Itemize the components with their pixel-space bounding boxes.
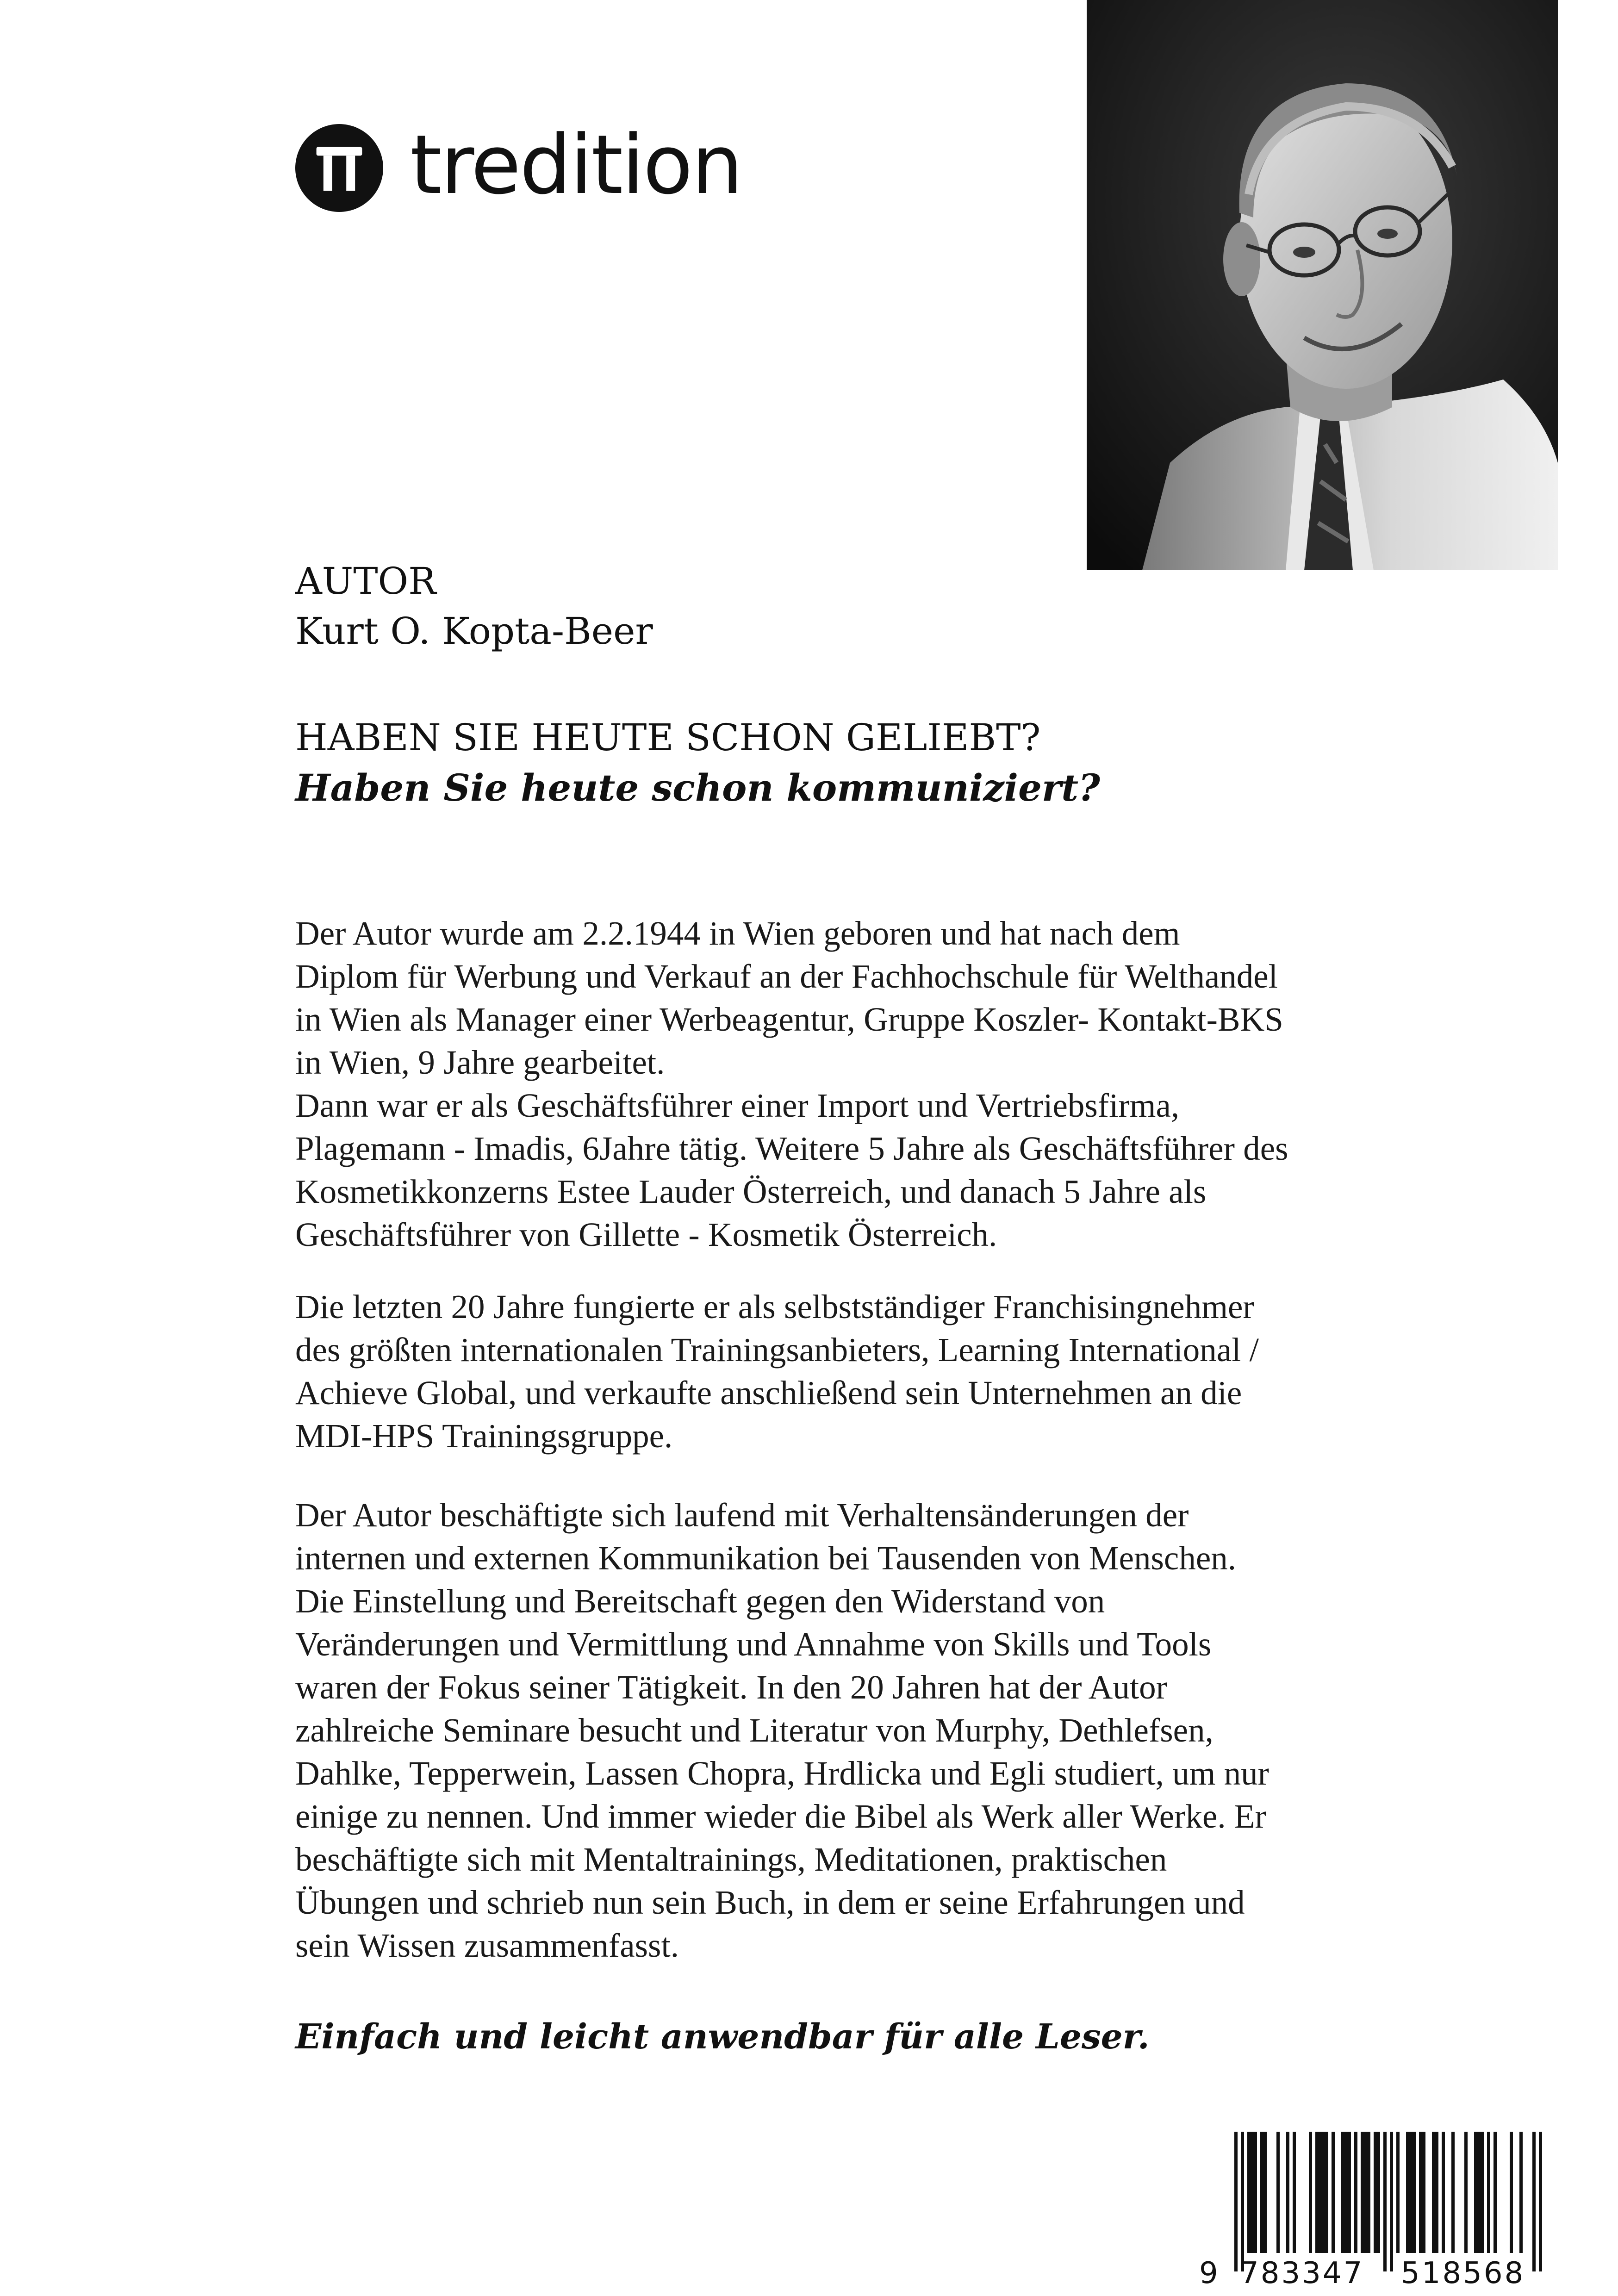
barcode-bar <box>1377 2132 1380 2253</box>
bio-line: Die Einstellung und Bereitschaft gegen den Widerstand von <box>295 1582 1105 1620</box>
barcode-guard-bar <box>1532 2132 1536 2271</box>
bio-line: waren der Fokus seiner Tätigkeit. In den 20 Jahren hat der Autor <box>295 1668 1167 1706</box>
barcode-bar <box>1481 2132 1484 2253</box>
barcode-guard-bar <box>1390 2132 1393 2271</box>
bio-line: Die letzten 20 Jahre fungierte er als selbstständiger Franchisingnehmer <box>295 1288 1254 1325</box>
bio-line: sein Wissen zusammenfasst. <box>295 1927 679 1964</box>
bio-line: Geschäftsführer von Gillette - Kosmetik Österreich. <box>295 1216 997 1253</box>
bio-line: Achieve Global, und verkaufte anschließend sein Unternehmen an die <box>295 1374 1242 1412</box>
barcode-guard-bar <box>1234 2132 1238 2271</box>
bio-line: MDI-HPS Trainingsgruppe. <box>295 1417 673 1455</box>
barcode-lead-digit: 9 <box>1199 2256 1218 2290</box>
bio-line: einige zu nennen. Und immer wieder die Bibel als Werk aller Werke. Er <box>295 1798 1266 1835</box>
barcode-bar <box>1276 2132 1280 2253</box>
barcode-bar <box>1315 2132 1319 2253</box>
bio-line: in Wien als Manager einer Werbeagentur, Gruppe Koszler- Kontakt-BKS <box>295 1001 1283 1038</box>
bio-line: Dann war er als Geschäftsführer einer Import und Vertriebsfirma, <box>295 1087 1180 1124</box>
barcode-bar <box>1341 2132 1344 2253</box>
bio-line: Übungen und schrieb nun sein Buch, in dem er seine Erfahrungen und <box>295 1884 1245 1921</box>
barcode-bar <box>1406 2132 1409 2253</box>
barcode-bar <box>1348 2132 1351 2253</box>
publisher-logo <box>295 118 742 212</box>
bio-line: Kosmetikkonzerns Estee Lauder Österreich, und danach 5 Jahre als <box>295 1173 1207 1210</box>
barcode-bar <box>1254 2132 1257 2253</box>
closing-tagline: Einfach und leicht anwendbar für alle Leser. <box>295 2017 1150 2057</box>
barcode-bar <box>1263 2132 1267 2253</box>
barcode-bar <box>1519 2132 1523 2253</box>
bio-line: Veränderungen und Vermittlung und Annahme von Skills und Tools <box>295 1625 1212 1663</box>
barcode-bar <box>1510 2132 1513 2253</box>
barcode-bar <box>1260 2132 1263 2253</box>
bio-line: Diplom für Werbung und Verkauf an der Fachhochschule für Welthandel <box>295 958 1278 995</box>
barcode-bar <box>1325 2132 1328 2253</box>
barcode-bar <box>1354 2132 1357 2253</box>
book-title: HABEN SIE HEUTE SCHON GELIEBT? <box>295 716 1041 759</box>
barcode-bar <box>1374 2132 1377 2253</box>
bio-line: des größten internationalen Trainingsanbieters, Learning International / <box>295 1331 1259 1369</box>
barcode-bar <box>1451 2132 1455 2253</box>
barcode-bar <box>1435 2132 1438 2253</box>
barcode-bar <box>1247 2132 1251 2253</box>
barcode-bar <box>1322 2132 1325 2253</box>
barcode-bar <box>1474 2132 1477 2253</box>
barcode-bar <box>1396 2132 1400 2253</box>
barcode-bar <box>1332 2132 1335 2253</box>
barcode-bar <box>1413 2132 1416 2253</box>
bio-line: Der Autor beschäftigte sich laufend mit Verhaltensänderungen der <box>295 1496 1189 1534</box>
barcode-bar <box>1477 2132 1481 2253</box>
barcode-bar <box>1422 2132 1425 2253</box>
bio-line: Plagemann - Imadis, 6Jahre tätig. Weitere 5 Jahre als Geschäftsführer des <box>295 1130 1288 1167</box>
bio-line: internen und externen Kommunikation bei Tausenden von Menschen. <box>295 1539 1236 1577</box>
barcode-bar <box>1367 2132 1370 2253</box>
barcode-left-digits: 783347 <box>1240 2256 1364 2290</box>
author-label: AUTOR <box>295 560 436 603</box>
barcode-bar <box>1464 2132 1468 2253</box>
author-portrait <box>1087 0 1558 570</box>
bio-paragraph-2 <box>295 1285 1480 1457</box>
barcode-bar <box>1364 2132 1367 2253</box>
barcode-bar <box>1419 2132 1422 2253</box>
barcode-bar <box>1319 2132 1322 2253</box>
barcode-bar <box>1487 2132 1490 2253</box>
barcode-guard-bar <box>1383 2132 1387 2271</box>
barcode-bar <box>1361 2132 1364 2253</box>
barcode-bar <box>1293 2132 1296 2253</box>
barcode-guard-bar <box>1241 2132 1244 2271</box>
barcode-bar <box>1309 2132 1312 2253</box>
bio-line: in Wien, 9 Jahre gearbeitet. <box>295 1044 665 1081</box>
barcode-bar <box>1409 2132 1413 2253</box>
bio-line: beschäftigte sich mit Mentaltrainings, Meditationen, praktischen <box>295 1841 1167 1878</box>
barcode-bar <box>1344 2132 1348 2253</box>
barcode-bar <box>1432 2132 1435 2253</box>
barcode-right-digits: 518568 <box>1401 2256 1525 2290</box>
isbn-barcode <box>1199 2129 1556 2296</box>
author-name: Kurt O. Kopta-Beer <box>295 610 653 653</box>
barcode-bar <box>1442 2132 1445 2253</box>
publisher-name: tredition <box>410 118 742 212</box>
book-subtitle: Haben Sie heute schon kommuniziert? <box>295 766 1100 809</box>
bio-line: Der Autor wurde am 2.2.1944 in Wien geboren und hat nach dem <box>295 915 1180 952</box>
bio-line: zahlreiche Seminare besucht und Literatur von Murphy, Dethlefsen, <box>295 1711 1214 1749</box>
tredition-logo-icon <box>295 124 383 212</box>
bio-paragraph-1 <box>295 912 1480 1256</box>
bio-line: Dahlke, Tepperwein, Lassen Chopra, Hrdlicka und Egli studiert, um nur <box>295 1755 1269 1792</box>
barcode-bar <box>1251 2132 1254 2253</box>
barcode-bar <box>1286 2132 1289 2253</box>
barcode-guard-bar <box>1539 2132 1542 2271</box>
bio-paragraph-3 <box>295 1493 1480 1967</box>
barcode-bar <box>1494 2132 1497 2253</box>
